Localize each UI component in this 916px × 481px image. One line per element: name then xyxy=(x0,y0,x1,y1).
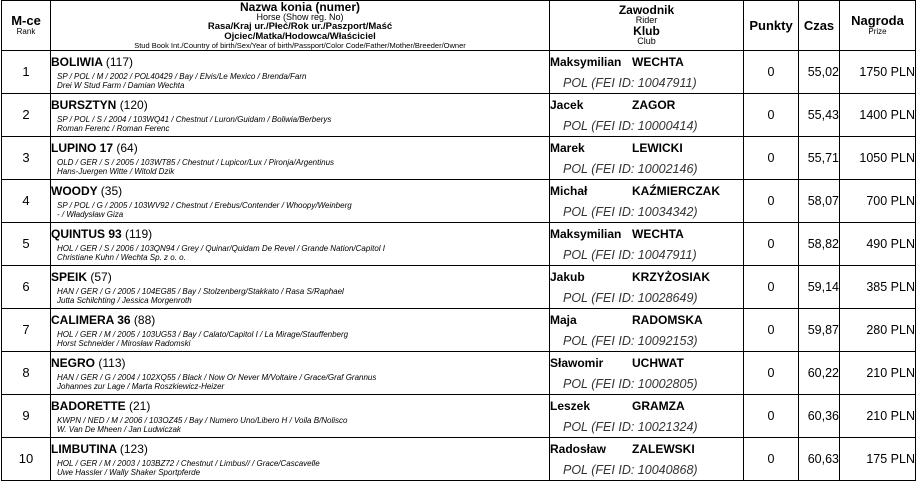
time-cell: 60,22 xyxy=(799,351,840,394)
points-header-label: Punkty xyxy=(749,17,793,33)
rank-cell: 7 xyxy=(2,308,51,351)
horse-details: HAN / GER / G / 2005 / 104EG85 / Bay / Stolzenberg/Stakkato / Rasa S/Raphael xyxy=(57,287,344,296)
rank-header-sub: Rank xyxy=(16,27,36,37)
prize-cell: 700 PLN xyxy=(840,179,916,222)
points-cell: 0 xyxy=(744,394,799,437)
points-cell: 0 xyxy=(744,179,799,222)
horse-breeder-owner: Hans-Juergen Witte / Witold Dzik xyxy=(57,167,175,176)
prize-header-label: Nagroda xyxy=(851,13,904,29)
horse-breeder-owner: W. Van De Mheen / Jan Ludwiczak xyxy=(57,425,181,434)
rank-cell: 10 xyxy=(2,437,51,480)
rider-last-name: GRAMZA xyxy=(632,399,685,413)
rider-last-name: KAŹMIERCZAK xyxy=(632,184,720,198)
horse-name: BOLIWIA xyxy=(51,55,103,69)
horse-name-line xyxy=(51,442,549,456)
time-cell: 60,63 xyxy=(799,437,840,480)
table-row xyxy=(2,222,916,265)
rider-header-title: Zawodnik xyxy=(618,3,675,18)
rider-first-name: Jakub xyxy=(550,270,585,284)
rank-cell: 8 xyxy=(2,351,51,394)
rider-name-line xyxy=(550,55,743,69)
rider-name-line xyxy=(550,98,743,112)
horse-name-line xyxy=(51,227,549,241)
rank-cell: 9 xyxy=(2,394,51,437)
horse-name: SPEIK xyxy=(51,270,88,284)
rider-last-name: WECHTA xyxy=(632,227,684,241)
rider-header-sub: Rider xyxy=(635,15,658,26)
horse-cell xyxy=(51,93,550,136)
rider-cell xyxy=(550,136,744,179)
rider-last-name: KRZYŻOSIAK xyxy=(632,270,710,284)
rank-header-label: M-ce xyxy=(11,13,41,29)
rider-name-line xyxy=(550,442,743,456)
horse-number: (123) xyxy=(119,442,148,456)
rider-name-line xyxy=(550,184,743,198)
horse-name: CALIMERA 36 xyxy=(51,313,131,327)
horse-cell xyxy=(51,437,550,480)
time-cell: 58,07 xyxy=(799,179,840,222)
club-header-sub: Club xyxy=(637,36,656,47)
horse-number: (117) xyxy=(105,55,134,69)
rank-header xyxy=(2,1,51,51)
horse-details: HOL / GER / M / 2003 / 103BZ72 / Chestnut / Limbus// / Grace/Cascavelle xyxy=(57,459,320,468)
points-cell: 0 xyxy=(744,136,799,179)
rider-first-name: Radosław xyxy=(550,442,607,456)
horse-name-line xyxy=(51,399,549,413)
horse-header-line2: Ojciec/Matka/Hodowca/Właściciel xyxy=(224,30,376,42)
horse-cell xyxy=(51,308,550,351)
rank-cell: 2 xyxy=(2,93,51,136)
time-header xyxy=(799,1,840,51)
club-header-title: Klub xyxy=(633,24,660,39)
horse-header xyxy=(51,1,550,51)
horse-cell xyxy=(51,179,550,222)
rank-cell: 6 xyxy=(2,265,51,308)
table-row xyxy=(2,308,916,351)
horse-breeder-owner: Christiane Kuhn / Wechta Sp. z o. o. xyxy=(57,253,186,262)
horse-details: HAN / GER / G / 2004 / 102XQ55 / Black / Now Or Never M/Voltaire / Grace/Graf Grannus xyxy=(57,373,377,382)
table-row xyxy=(2,394,916,437)
rider-last-name: LEWICKI xyxy=(632,141,683,155)
horse-name-line xyxy=(51,141,549,155)
horse-header-line1: Rasa/Kraj ur./Płeć/Rok ur./Paszport/Maść xyxy=(207,21,393,32)
rider-header xyxy=(550,1,744,51)
prize-cell: 1750 PLN xyxy=(840,50,916,93)
horse-cell xyxy=(51,50,550,93)
rider-first-name: Maksymilian xyxy=(550,227,622,241)
rider-first-name: Jacek xyxy=(550,98,584,112)
horse-name-line xyxy=(51,356,549,370)
rider-cell xyxy=(550,265,744,308)
horse-cell xyxy=(51,265,550,308)
points-cell: 0 xyxy=(744,308,799,351)
rider-club: POL (FEI ID: 10028649) xyxy=(563,291,698,305)
horse-details: KWPN / NED / M / 2006 / 103OZ45 / Bay / Numero Uno/Libero H / Voila B/Nolisco xyxy=(57,416,348,425)
prize-header xyxy=(840,1,916,51)
prize-cell: 280 PLN xyxy=(840,308,916,351)
rank-cell: 3 xyxy=(2,136,51,179)
horse-details: HOL / GER / M / 2005 / 103UG53 / Bay / Calato/Capitol I / La Mirage/Stauffenberg xyxy=(57,330,349,339)
time-cell: 59,14 xyxy=(799,265,840,308)
horse-number: (57) xyxy=(90,270,112,284)
table-row xyxy=(2,265,916,308)
prize-cell: 175 PLN xyxy=(840,437,916,480)
rider-first-name: Maja xyxy=(550,313,577,327)
horse-name-line xyxy=(51,313,549,327)
time-cell: 60,36 xyxy=(799,394,840,437)
rider-first-name: Leszek xyxy=(550,399,591,413)
rider-cell xyxy=(550,179,744,222)
horse-cell xyxy=(51,394,550,437)
time-cell: 55,71 xyxy=(799,136,840,179)
horse-details: SP / POL / S / 2004 / 103WQ41 / Chestnut / Luron/Guidam / Boliwia/Berberys xyxy=(57,115,332,124)
rider-cell xyxy=(550,437,744,480)
prize-cell: 490 PLN xyxy=(840,222,916,265)
horse-name: BADORETTE xyxy=(51,399,126,413)
rider-last-name: UCHWAT xyxy=(632,356,684,370)
rider-club: POL (FEI ID: 10021324) xyxy=(563,420,698,434)
horse-breeder-owner: - / Władysław Giza xyxy=(57,210,124,219)
horse-name-line xyxy=(51,270,549,284)
horse-header-sub: Horse (Show reg. No) xyxy=(256,12,344,22)
rider-last-name: RADOMSKA xyxy=(632,313,703,327)
rider-cell xyxy=(550,222,744,265)
rider-last-name: WECHTA xyxy=(632,55,684,69)
time-header-label: Czas xyxy=(803,17,835,33)
results-table xyxy=(1,0,916,481)
rider-cell xyxy=(550,394,744,437)
points-cell: 0 xyxy=(744,265,799,308)
points-cell: 0 xyxy=(744,50,799,93)
horse-breeder-owner: Uwe Hassler / Wally Shaker Sportpferde xyxy=(57,468,201,477)
horse-name: LUPINO 17 xyxy=(51,141,114,155)
time-cell: 55,43 xyxy=(799,93,840,136)
horse-details: OLD / GER / S / 2005 / 103WT85 / Chestnut / Lupicor/Lux / Pironja/Argentinus xyxy=(57,158,335,167)
horse-cell xyxy=(51,351,550,394)
horse-name-line xyxy=(51,184,549,198)
horse-number: (113) xyxy=(98,356,126,370)
rank-cell: 4 xyxy=(2,179,51,222)
horse-number: (21) xyxy=(129,399,151,413)
horse-name-line xyxy=(51,98,549,112)
rider-first-name: Sławomir xyxy=(550,356,604,370)
horse-name: WOODY xyxy=(51,184,98,198)
rider-name-line xyxy=(550,399,743,413)
horse-number: (35) xyxy=(100,184,123,198)
rider-club: POL (FEI ID: 10002146) xyxy=(563,162,698,176)
rank-cell: 1 xyxy=(2,50,51,93)
rider-name-line xyxy=(550,227,743,241)
prize-header-sub: Prize xyxy=(868,27,887,37)
table-row xyxy=(2,437,916,480)
prize-cell: 210 PLN xyxy=(840,394,916,437)
rider-cell xyxy=(550,351,744,394)
horse-breeder-owner: Horst Schneider / Mirosław Radomski xyxy=(57,339,191,348)
horse-header-line3: Stud Book Int./Country of birth/Sex/Year of birth/Passport/Color Code/Father/Mother/Breeder/Owner xyxy=(134,41,466,50)
rider-first-name: Michał xyxy=(550,184,588,198)
horse-number: (119) xyxy=(125,227,153,241)
table-row xyxy=(2,136,916,179)
horse-breeder-owner: Johannes zur Lage / Marta Roszkiewicz-Heizer xyxy=(57,382,225,391)
horse-details: SP / POL / M / 2002 / POL40429 / Bay / Elvis/Le Mexico / Brenda/Farn xyxy=(57,72,307,81)
horse-details: SP / POL / G / 2005 / 103WV92 / Chestnut / Erebus/Contender / Whoopy/Weinberg xyxy=(57,201,352,210)
rider-club: POL (FEI ID: 10047911) xyxy=(563,76,697,90)
horse-breeder-owner: Roman Ferenc / Roman Ferenc xyxy=(57,124,170,133)
rider-cell xyxy=(550,308,744,351)
rider-club: POL (FEI ID: 10002805) xyxy=(563,377,698,391)
rider-club: POL (FEI ID: 10092153) xyxy=(563,334,698,348)
time-cell: 59,87 xyxy=(799,308,840,351)
rider-cell xyxy=(550,50,744,93)
horse-number: (120) xyxy=(119,98,148,112)
rider-last-name: ZALEWSKI xyxy=(632,442,695,456)
horse-header-title: Nazwa konia (numer) xyxy=(239,0,361,14)
horse-name: NEGRO xyxy=(51,356,96,370)
rider-cell xyxy=(550,93,744,136)
horse-name: QUINTUS 93 xyxy=(51,227,122,241)
rider-club: POL (FEI ID: 10034342) xyxy=(563,205,698,219)
horse-breeder-owner: Jutta Schilchting / Jessica Morgenroth xyxy=(57,296,192,305)
horse-breeder-owner: Drei W Stud Farm / Damian Wechta xyxy=(57,81,185,90)
rider-last-name: ZAGOR xyxy=(632,98,676,112)
rider-name-line xyxy=(550,141,743,155)
points-cell: 0 xyxy=(744,437,799,480)
prize-cell: 210 PLN xyxy=(840,351,916,394)
prize-cell: 1050 PLN xyxy=(840,136,916,179)
horse-cell xyxy=(51,136,550,179)
horse-number: (64) xyxy=(116,141,138,155)
table-row xyxy=(2,50,916,93)
time-cell: 58,82 xyxy=(799,222,840,265)
horse-cell xyxy=(51,222,550,265)
table-row xyxy=(2,351,916,394)
time-cell: 55,02 xyxy=(799,50,840,93)
rider-first-name: Marek xyxy=(550,141,585,155)
rider-name-line xyxy=(550,270,743,284)
horse-name: LIMBUTINA xyxy=(51,442,117,456)
rider-first-name: Maksymilian xyxy=(550,55,622,69)
horse-name-line xyxy=(51,55,549,69)
points-header xyxy=(744,1,799,51)
points-cell: 0 xyxy=(744,93,799,136)
prize-cell: 385 PLN xyxy=(840,265,916,308)
points-cell: 0 xyxy=(744,351,799,394)
rank-cell: 5 xyxy=(2,222,51,265)
horse-details: HOL / GER / S / 2006 / 103QN94 / Grey / Quinar/Quidam De Revel / Grande Nation/Capitol I xyxy=(57,244,386,253)
rider-name-line xyxy=(550,313,743,327)
table-row xyxy=(2,179,916,222)
rider-name-line xyxy=(550,356,743,370)
header-row xyxy=(2,1,916,51)
horse-number: (88) xyxy=(133,313,156,327)
rider-club: POL (FEI ID: 10040868) xyxy=(563,463,698,477)
prize-cell: 1400 PLN xyxy=(840,93,916,136)
horse-name: BURSZTYN xyxy=(51,98,117,112)
points-cell: 0 xyxy=(744,222,799,265)
results-body xyxy=(2,50,916,480)
rider-club: POL (FEI ID: 10047911) xyxy=(563,248,697,262)
table-row xyxy=(2,93,916,136)
rider-club: POL (FEI ID: 10000414) xyxy=(563,119,698,133)
